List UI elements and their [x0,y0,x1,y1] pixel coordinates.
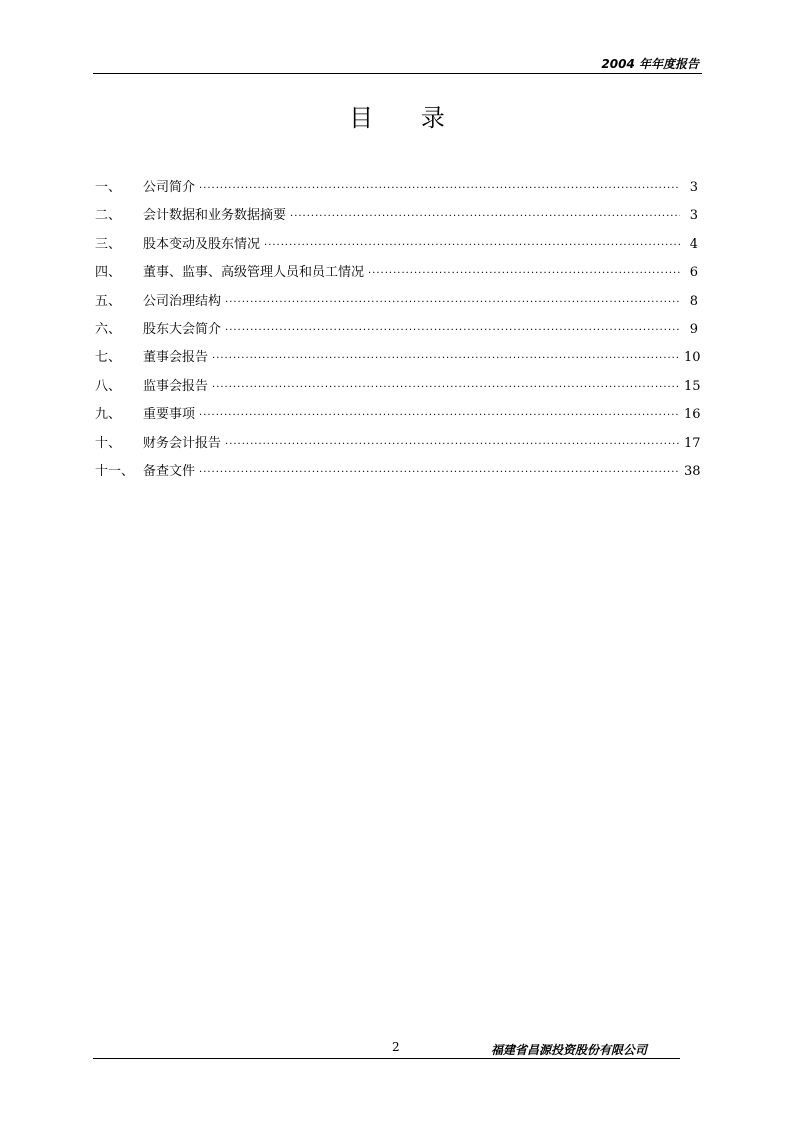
toc-dot-leader [290,211,680,222]
toc-entry-number: 九、 [95,407,122,423]
toc-dot-leader [225,325,680,336]
toc-entry-page: 4 [689,236,698,252]
toc-entry-page: 6 [689,265,698,281]
toc-entry-page: 9 [689,321,698,337]
toc-entry[interactable] [95,261,698,289]
toc-entry-label: 备查文件 [143,463,196,479]
toc-dot-leader [199,183,680,194]
toc-entry[interactable] [95,346,701,374]
toc-entry-label: 会计数据和业务数据摘要 [143,208,287,224]
toc-entry-number: 十一、 [95,463,135,479]
footer-rule [93,1058,680,1059]
toc-entry[interactable] [95,204,698,232]
toc-entry[interactable] [95,290,698,318]
toc-entry-page: 10 [684,350,701,366]
toc-entry-label: 董事、监事、高级管理人员和员工情况 [143,265,365,281]
toc-entry-page: 16 [684,407,701,423]
toc-entry-page: 15 [684,378,701,394]
toc-entry-label: 重要事项 [143,407,196,423]
toc-title [0,98,794,133]
toc-entry[interactable] [95,318,698,346]
toc-dot-leader [225,439,680,450]
toc-entry[interactable] [95,432,701,460]
toc-title-char: 目 [349,104,374,132]
toc-entry-label: 董事会报告 [143,350,209,366]
toc-dot-leader [368,268,680,279]
toc-entry-number: 十、 [95,435,122,451]
header-rule [93,73,702,74]
footer-page-number: 2 [392,1040,400,1054]
toc-dot-leader [199,467,680,478]
toc-entry[interactable] [95,176,698,204]
toc-entry-number: 三、 [95,236,122,252]
toc-entry-page: 8 [689,293,698,309]
toc-dot-leader [225,297,680,308]
table-of-contents [95,176,701,488]
toc-entry[interactable] [95,233,698,261]
toc-entry-label: 股本变动及股东情况 [143,236,261,252]
toc-entry-number: 四、 [95,265,122,281]
toc-dot-leader [212,382,680,393]
toc-entry-number: 六、 [95,321,122,337]
toc-dot-leader [199,410,680,421]
toc-title-char: 录 [420,104,445,132]
footer-company-name: 福建省昌源投资股份有限公司 [490,1043,647,1057]
toc-entry-page: 3 [689,208,698,224]
toc-dot-leader [264,240,680,251]
toc-entry[interactable] [95,460,701,488]
toc-entry-page: 17 [684,435,701,451]
toc-entry-number: 七、 [95,350,122,366]
header-title: 2004 年年度报告 [601,57,699,71]
toc-entry-number: 二、 [95,208,122,224]
toc-entry[interactable] [95,403,701,431]
toc-entry-number: 八、 [95,378,122,394]
toc-entry-label: 公司治理结构 [143,293,222,309]
toc-dot-leader [212,353,680,364]
toc-entry[interactable] [95,375,701,403]
toc-entry-page: 3 [689,180,698,195]
toc-entry-label: 监事会报告 [143,378,209,394]
toc-entry-label: 财务会计报告 [143,435,222,451]
toc-entry-label: 公司简介 [143,180,196,195]
toc-entry-number: 一、 [95,180,122,195]
toc-entry-number: 五、 [95,293,122,309]
toc-entry-label: 股东大会简介 [143,321,222,337]
toc-entry-page: 38 [684,463,701,479]
